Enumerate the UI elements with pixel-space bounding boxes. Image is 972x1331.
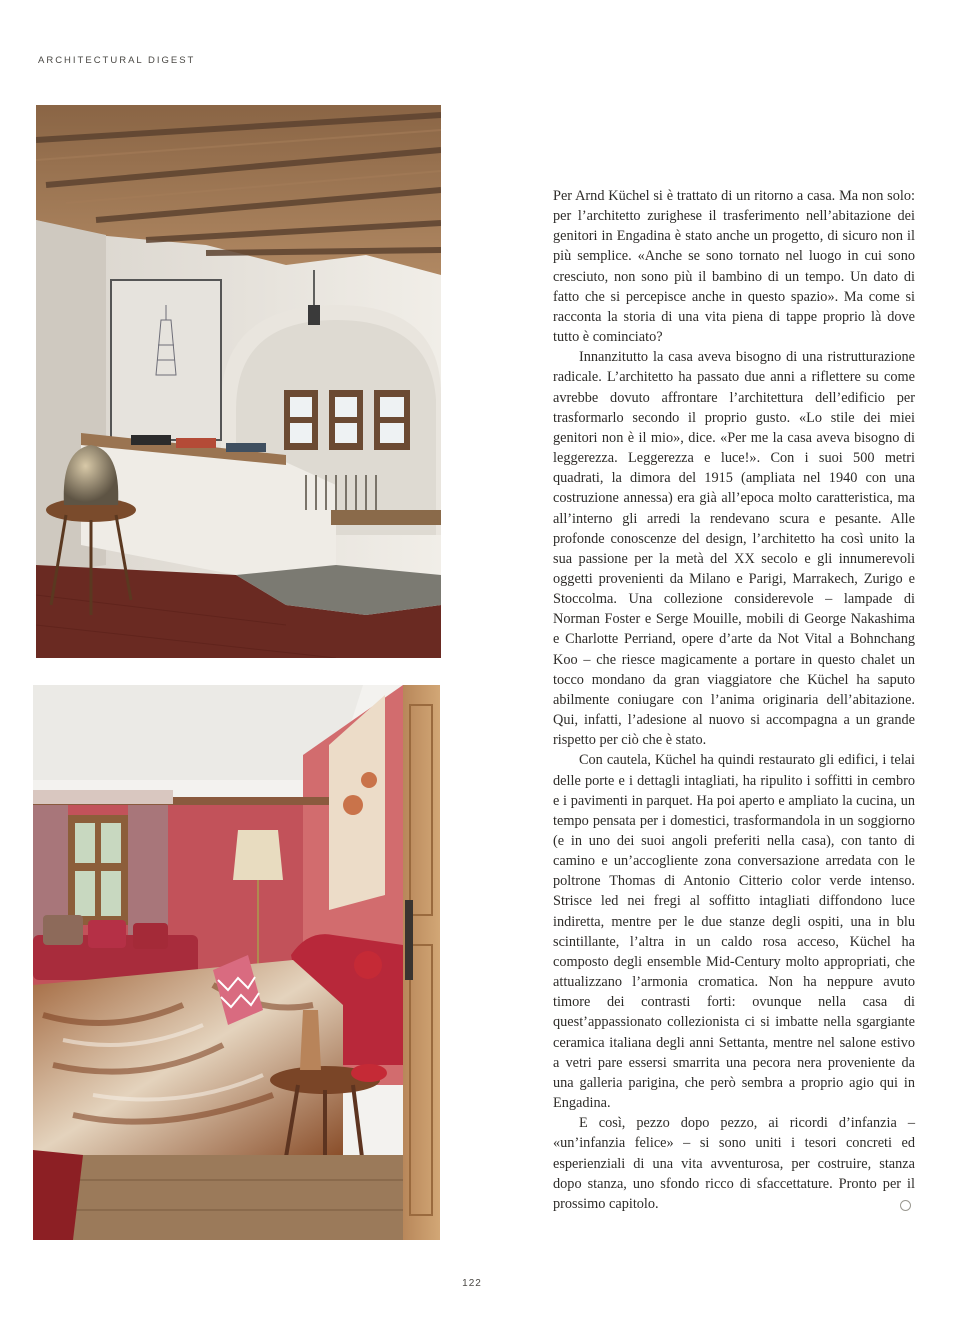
masthead: ARCHITECTURAL DIGEST <box>38 55 196 66</box>
page-number: 122 <box>462 1278 482 1289</box>
photo-pink-bedroom <box>33 685 440 1240</box>
photo-interior-arched-window <box>36 105 441 658</box>
photo-interior-arched-window-illustration <box>36 105 441 658</box>
article-paragraph: Con cautela, Küchel ha quindi restaurato gli edifici, i telai delle porte e i dettagli intagliati, ha ripulito i soffitti in cembro e i pavimenti in parquet. Ha poi aperto e ampliato la cucina, un tempo pensata per i domestici, trasformandola in un soggiorno (e in uno dei suoi angoli preferiti nella casa), con tanto di camino e un’accogliente zona conversazione arredata con le poltrone Thomas di Antonio Citterio color verde intenso. Strisce led nei fregi al soffitto intagliati diffondono luce indiretta, mentre per le due stanze degli ospiti, una in blu scintillante, l’altra in un caldo rosa acceso, Küchel ha composto degli ensemble Mid-Century molto appropriati, che attualizzano l’armonia cromatica. Non ha neppure avuto timore dei contrasti forti: ovunque nella casa di quest’appassionato collezionista ci si imbatte nella sgargiante ceramica italiana degli anni Settanta, mentre nel salone estivo a vetri pare essersi smarrita una pecora nera proveniente da una galleria parigina, che però sembra a proprio agio qui in Engadina. <box>553 752 915 1112</box>
article-body <box>553 186 915 1214</box>
article-paragraph: Per Arnd Küchel si è trattato di un ritorno a casa. Ma non solo: per l’architetto zurighese il trasferimento nell’abitazione dei genitori in Engadina è stato anche un progetto, di sicuro non il più semplice. «Anche se sono tornato nel luogo in cui sono cresciuto, non sono più il bambino di un tempo. Un dato di fatto che si percepisce anche in questo spazio». Ma come si racconta la storia di una vita piena di tappe proprio là dove tutto è cominciato? <box>553 188 915 346</box>
article-paragraph: Innanzitutto la casa aveva bisogno di una ristrutturazione radicale. L’architetto ha passato due anni a riflettere su come avrebbe dovuto affrontare l’architettura dell’edificio per trasformarlo secondo il proprio gusto. «Lo stile dei miei genitori non è il mio», dice. «Per me la casa aveva bisogno di leggerezza. Leggerezza e luce!». Con i suoi 500 metri quadrati, la dimora del 1915 (ampliata nel 1940 con una costruzione annessa) era già all’epoca molto caratteristica, ma all’interno gli arredi la rendevano scura e pesante. Alle profonde conoscenze del design, l’architetto ha così unito la sua passione per la metà del XX secolo e gli innumerevoli oggetti provenienti da Milano e Parigi, Marrakech, Zurigo e Stoccolma. Una collezione considerevole – lampade di Norman Foster e Serge Mouille, mobili di George Nakashima e Charlotte Perriand, opere d’arte da Not Vital a Bohnchang Koo – che riesce magicamente a portare in questo chalet un tocco mondano da gran viaggiatore che Küchel ha saputo abilmente coniugare con l’anima originaria dell’abitazione. Qui, infatti, l’adesione al nuovo si accompagna a un grande rispetto per ciò che è stato. <box>553 349 915 749</box>
photo-pink-bedroom-illustration <box>33 685 440 1240</box>
article-paragraph-final-text: E così, pezzo dopo pezzo, ai ricordi d’infanzia – «un’infanzia felice» – si sono uniti i tesori concreti ed esperienziali di una vita avventurosa, per costruire, stanza dopo stanza, uno sfondo ricco di sfaccettature. Pronto per il prossimo capitolo. <box>553 1115 915 1212</box>
end-of-article-icon <box>900 1200 911 1211</box>
article-paragraph-final <box>553 1113 915 1214</box>
